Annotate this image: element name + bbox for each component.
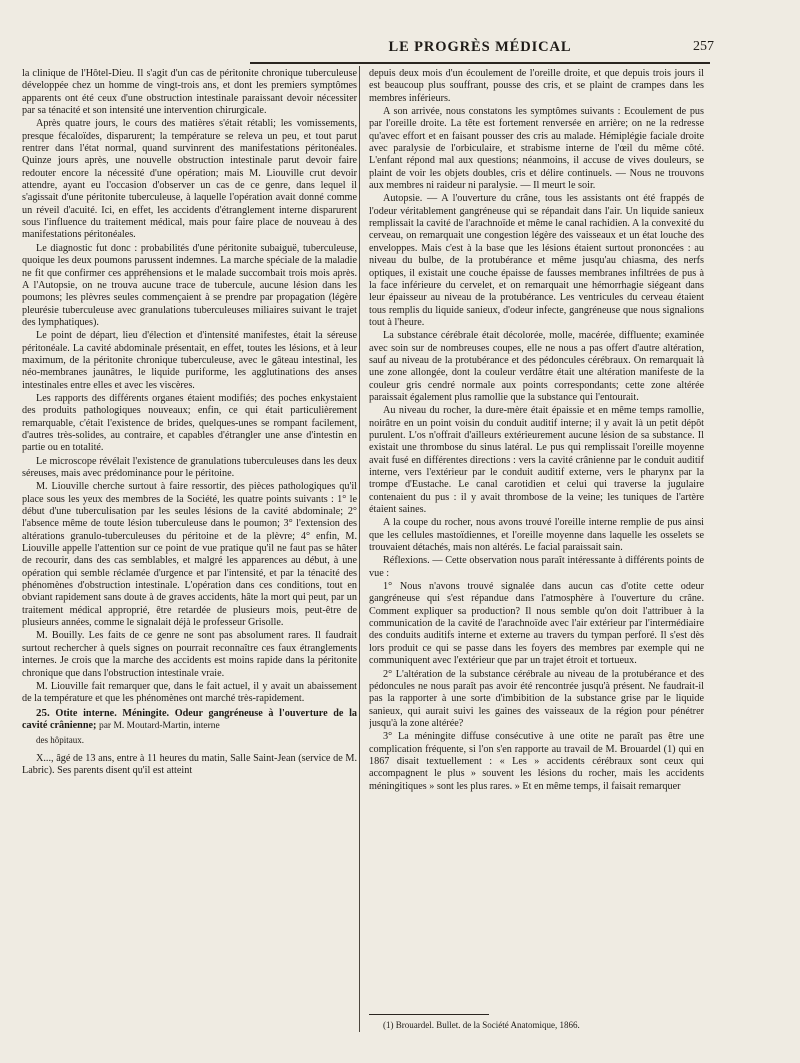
column-divider	[359, 66, 360, 1032]
right-column	[369, 68, 704, 1004]
paragraph: Autopsie. — A l'ouverture du crâne, tous les assistants ont été frappés de l'odeur véritablement gangréneuse qui se répandait dans l'air. Un liquide sanieux remplissait la cavité de l'arachnoïde et même le canal rachidien. A la convexité du cerveau, on remarquait une congestion légère des vaisseaux et un état louche des enveloppes. Mais c'est à la base que les lésions étaient surtout prononcées : au niveau du bulbe, de la protubérance et même jusqu'au chiasma, des nerfs optiques, il existait une couche épaisse de fausses membranes infiltrées de pus à la face inférieure du cervelet, et on remarquait une hémorrhagie siégeant dans leur épaisseur au niveau de la protubérance. Les ventricules du cerveau étaient tous remplis du liquide sanieux, d'odeur infecte, gangréneuse que nous signalions tout à l'heure.	[369, 193, 704, 328]
page-number: 257	[693, 39, 714, 54]
paragraph: Le diagnostic fut donc : probabilités d'une péritonite subaiguë, tuberculeuse, quoique les deux poumons parussent indemnes. La marche spéciale de la maladie ne fit que confirmer ces appréhensions et le malade succombait trois mois après. A l'Autopsie, on ne trouva aucune trace de tubercule, aucune lésion dans les poumons; les plèvres seules commençaient à se prendre par propagation (légère pleurésie tuberculeuse avec granulations tuberculeuses miliaires suivant le trajet des lymphatiques).	[22, 242, 357, 328]
paragraph: M. Bouilly. Les faits de ce genre ne sont pas absolument rares. Il faudrait surtout rechercher à quels signes on pourrait reconnaître ces faux étranglements internes. Je crois que la marche des accidents est moins rapide dans la péritonite chronique que dans l'obstruction intestinale vraie.	[22, 630, 357, 679]
article-author: par M. Moutard-Martin,	[98, 720, 191, 731]
paragraph: Au niveau du rocher, la dure-mère était épaissie et en même temps ramollie, noirâtre en un point voisin du conduit auditif interne; il y avait là un petit dépôt purulent. L'os n'offrait d'ailleurs extérieurement aucune lésion de sa substance. Il existait une thrombose du sinus latéral. Le pus qui remplissait l'oreille moyenne avait fusé en différentes directions : vers la cavité crânienne par le conduit auditif interne, vers l'extérieur par le conduit auditif externe, vers le pharynx par la trompe d'Eustache. Le canal carotidien et celui qui traverse la jugulaire contenaient du pus : il y avait thrombose de la veine; les tuniques de l'artère étaient saines.	[369, 405, 704, 516]
paragraph: 2° L'altération de la substance cérébrale au niveau de la protubérance et des pédoncules ne nous paraît pas avoir été rencontrée jusqu'à présent. Ne faudrait-il pas la rapporter à une sorte d'imbibition de la substance grise par le liquide sanieux, qui aurait suivi les gaines des vaisseaux de la région pour pénétrer jusqu'à la zone altérée?	[369, 668, 704, 729]
header-rule	[250, 62, 710, 64]
paragraph: Les rapports des différents organes étaient modifiés; des poches enkystaient des produits pathologiques nouveaux; enfin, ce qui était particulièrement remarquable, c'était l'existence de brides, quelques-unes se rompant facilement, d'autres très-solides, au contraire, et capables d'étrangler une anse d'intestin en partie ou en totalité.	[22, 392, 357, 454]
footnote: (1) Brouardel. Bullet. de la Société Anatomique, 1866.	[383, 1020, 580, 1030]
paragraph: A la coupe du rocher, nous avons trouvé l'oreille interne remplie de pus ainsi que les cellules mastoïdiennes, et l'oreille moyenne dans laquelle les osselets se trouvaient détachés, mais non altérés. Le facial paraissait sain.	[369, 517, 704, 554]
paragraph: M. Liouville fait remarquer que, dans le fait actuel, il y avait un abaissement de la température et que les phénomènes ont marché très-rapidement.	[22, 680, 357, 705]
paragraph: A son arrivée, nous constatons les symptômes suivants : Ecoulement de pus par l'oreille droite. La tête est fortement renversée en arrière; on ne la redresse qu'avec effort et en faisant pousser des cris au malade. Hémiplégie faciale droite avec paralysie de l'orbiculaire, et strabisme interne de l'œil du même côté. L'enfant répond mal aux questions; néanmoins, il accuse de vives douleurs, se plaint de voir les objets doubles, cris et délire continuels. — Nous ne trouvons aux membres ni raideur ni paralysie. — Il meurt le soir.	[369, 106, 704, 192]
article-heading	[22, 707, 357, 747]
paragraph: M. Liouville cherche surtout à faire ressortir, des pièces pathologiques qu'il place sous les yeux des membres de la Société, les quatre points suivants : 1° le début d'une tuberculisation par les seules lésions de la cavité abdominale; 2° l'absence même de toute lésion tuberculeuse dans le poumon; 3° l'extension des altérations granulo-tuberculeuses du péritoine et de la plèvre; 4° enfin, M. Liouville appelle l'attention sur ce point de vue pratique qu'il ne faut pas se hâter de recourir, dans des cas semblables, et malgré les apparences au début, à une opération qui semble réclamée d'urgence et par l'intensité, et par la ténacité des phénomènes d'obstruction intestinale. L'opération dans ces conditions, tout en obviant rapidement sans doute à de graves accidents, hâte la mort qui peut, par un traitement médical approprié, être retardée de plusieurs mois, peut-être de plusieurs années, comme le signalait déjà le professeur Grisolle.	[22, 481, 357, 629]
paragraph: la clinique de l'Hôtel-Dieu. Il s'agit d'un cas de péritonite chronique tuberculeuse développée chez un homme de vingt-trois ans, et dont les premiers symptômes apparents ont été ceux d'une obstruction intestinale paraissant devoir nécessiter par sa ténacité et son intensité une intervention chirurgicale.	[22, 68, 357, 117]
footnote-rule	[369, 1014, 489, 1015]
paragraph: 1° Nous n'avons trouvé signalée dans aucun cas d'otite cette odeur gangréneuse qui s'est répandue dans l'atmosphère à l'ouverture du crâne. Comment expliquer sa production? Il nous semble qu'on doit l'attribuer à la communication de la cavité de l'arachnoïde avec l'air extérieur par l'intermédiaire des conduits auditifs interne et externe au travers du tympan perforé. Il s'est dès lors produit ce qui se passe dans les foyers des membres par exemple qui ne communiquent avec l'extérieur que par un trajet étroit et tortueux.	[369, 581, 704, 667]
running-header	[252, 36, 714, 62]
article-author-role: interne	[193, 720, 220, 731]
paragraph: X..., âgé de 13 ans, entre à 11 heures du matin, Salle Saint-Jean (service de M. Labric). Ses parents disent qu'il est atteint	[22, 752, 357, 776]
article-number: 25.	[36, 706, 50, 719]
paragraph: Après quatre jours, le cours des matières s'était rétabli; les vomissements, presque fécaloïdes, disparurent; la température se releva un peu, et tout parut rentrer dans l'état normal, quand survinrent des manifestations péritonéales. Quinze jours après, une nouvelle obstruction intestinale parut devoir faire redouter encore la nécessité d'une opération; mais M. Liouville crut devoir attendre, ayant eu l'occasion d'observer un cas de ce genre, dans lequel il s'agissait d'une péritonite tuberculeuse, à laquelle l'opération avait donné comme un réveil d'acuité. Ici, en effet, les accidents d'étranglement interne disparurent sous l'influence du traitement médical, mais pour faire place de nouveau à des manifestations péritonéales.	[22, 118, 357, 241]
article-title: Otite interne. Méningite. Odeur gangréneuse à l'ouverture de la cavité crânienne;	[22, 707, 357, 731]
article-affiliation: des hôpitaux.	[36, 735, 84, 746]
journal-title: LE PROGRÈS MÉDICAL	[388, 39, 572, 55]
paragraph: 3° La méningite diffuse consécutive à une otite ne paraît pas être une complication fréquente, si l'on s'en rapporte au travail de M. Brouardel (1) qui en 1867 disait textuellement : « Les » accidents cérébraux sont ceux qui accompagnent le plus » souvent les lésions du rocher, mais les accidents méningitiques » sont les plus rares. » Et en même temps, il faisait remarquer	[369, 731, 704, 792]
paragraph: La substance cérébrale était décolorée, molle, macérée, diffluente; examinée avec soin sur de nombreuses coupes, elle ne nous a pas offert d'autre altération, sauf au niveau de la protubérance et des pédoncules cérébraux. On remarquait là une zone allongée, dont la couleur verdâtre était une altération manifeste de la couleur gris cendré normale aux points correspondants; cette zone altérée paraissait également plus ramollie que la substance qui l'entourait.	[369, 330, 704, 403]
paragraph: Réflexions. — Cette observation nous paraît intéressante à différents points de vue :	[369, 555, 704, 579]
left-column	[22, 68, 357, 1050]
paragraph: Le point de départ, lieu d'élection et d'intensité manifestes, était la séreuse péritonéale. La cavité abdominale présentait, en effet, toutes les lésions, et à leur maximum, de la péritonite chronique tuberculeuse, avec le gâteau intestinal, les néo-membranes jaunâtres, le liquide puriforme, les agglutinations des anses intestinales entre elles et avec les viscères.	[22, 330, 357, 391]
paragraph: Le microscope révélait l'existence de granulations tuberculeuses dans les deux séreuses, mais avec prédominance pour le péritoine.	[22, 455, 357, 479]
paragraph: depuis deux mois d'un écoulement de l'oreille droite, et que depuis trois jours il est beaucoup plus souffrant, pousse des cris, et se plaint de crampes dans les membres inférieurs.	[369, 68, 704, 104]
